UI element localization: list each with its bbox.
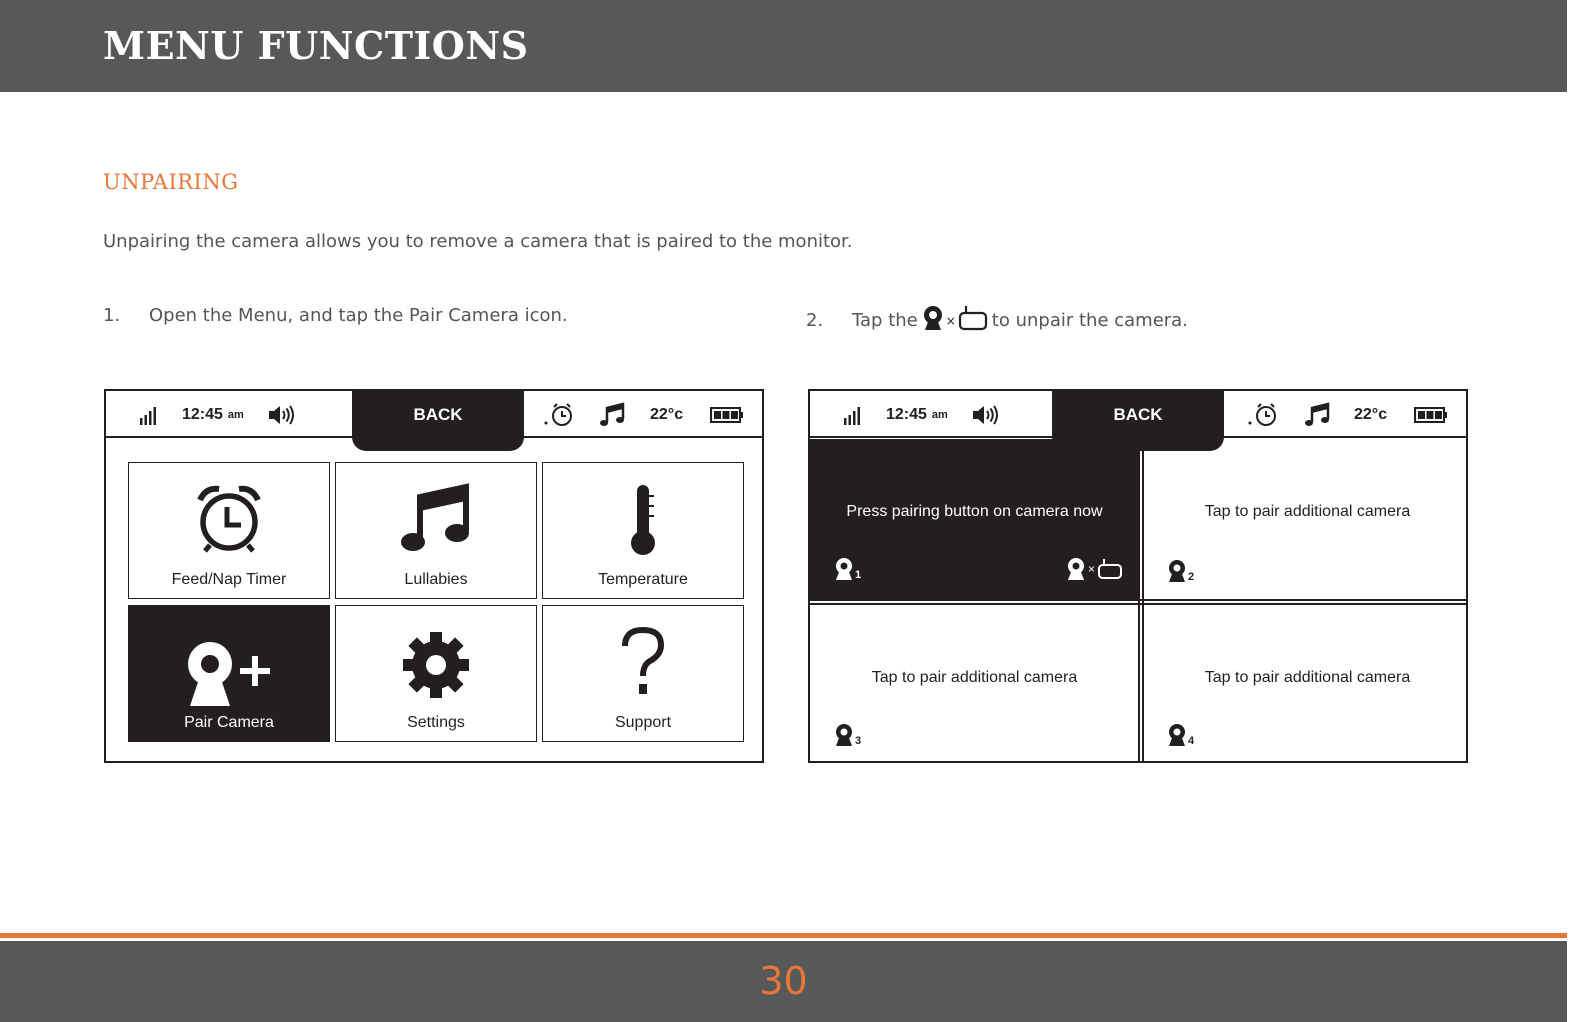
tile-support[interactable] <box>542 605 744 742</box>
tile-label: Temperature <box>598 571 688 588</box>
camera-icon <box>1066 557 1086 581</box>
step-text-after: to unpair the camera. <box>991 310 1188 331</box>
camera-icon <box>834 723 854 747</box>
page-footer <box>0 941 1567 1022</box>
battery-icon <box>1414 391 1448 438</box>
music-note-icon <box>400 483 472 560</box>
signal-icon <box>844 391 864 438</box>
camera-slot-message: Tap to pair additional camera <box>1204 503 1411 520</box>
tile-label: Settings <box>407 714 465 731</box>
camera-number: 2 <box>1167 559 1194 583</box>
tile-feed-nap-timer[interactable] <box>128 462 330 599</box>
clock-time: 12:45 am <box>182 405 244 423</box>
camera-icon <box>834 557 854 581</box>
back-button[interactable]: BACK <box>1052 391 1224 451</box>
tile-label: Lullabies <box>404 571 468 588</box>
camera-number: 4 <box>1167 723 1194 747</box>
page-header <box>0 0 1567 92</box>
tile-lullabies[interactable] <box>335 462 537 599</box>
grid-divider <box>810 603 1468 605</box>
monitor-menu-screen <box>104 389 764 763</box>
question-icon <box>620 626 666 705</box>
alarm-status-icon <box>544 391 576 438</box>
monitor-icon <box>1097 558 1123 580</box>
unpair-icon-group <box>922 305 988 336</box>
gear-icon <box>401 630 471 705</box>
volume-icon[interactable] <box>268 391 296 438</box>
back-button[interactable]: BACK <box>352 391 524 451</box>
tile-pair-camera[interactable] <box>128 605 330 742</box>
battery-icon <box>710 391 744 438</box>
camera-icon <box>1167 723 1187 747</box>
status-bar-left <box>810 391 1052 438</box>
section-title: UNPAIRING <box>103 170 239 194</box>
step-2 <box>806 305 1188 336</box>
status-bar-right <box>1222 391 1468 438</box>
monitor-pair-screen <box>808 389 1468 763</box>
music-status-icon <box>599 391 625 438</box>
step-1 <box>103 305 568 326</box>
camera-icon <box>1167 559 1187 583</box>
camera-slot-4[interactable] <box>1143 605 1468 763</box>
add-camera-icon <box>183 638 275 713</box>
close-x-icon: × <box>945 313 956 328</box>
volume-icon[interactable] <box>972 391 1000 438</box>
thermometer-icon <box>628 483 658 562</box>
camera-slot-message: Tap to pair additional camera <box>871 669 1078 686</box>
tile-temperature[interactable] <box>542 462 744 599</box>
clock-time: 12:45 am <box>886 405 948 423</box>
grid-divider <box>810 599 1468 601</box>
camera-slot-2[interactable] <box>1143 439 1468 601</box>
intro-paragraph: Unpairing the camera allows you to remove a camera that is paired to the monitor. <box>103 231 853 252</box>
music-status-icon <box>1304 391 1330 438</box>
step-text-before: Tap the <box>852 310 918 331</box>
step-text: Open the Menu, and tap the Pair Camera icon. <box>149 305 568 326</box>
monitor-icon <box>958 305 988 336</box>
camera-icon <box>922 305 944 336</box>
close-x-icon: × <box>1087 562 1095 576</box>
tile-label: Pair Camera <box>184 714 274 731</box>
unpair-button[interactable] <box>1066 557 1123 581</box>
temperature-readout: 22°c <box>1354 405 1388 423</box>
temperature-readout: 22°c <box>650 405 684 423</box>
step-number: 2. <box>806 310 824 331</box>
tile-label: Support <box>614 714 672 731</box>
camera-number: 3 <box>834 723 861 747</box>
camera-slot-message: Press pairing button on camera now <box>846 503 1103 520</box>
alarm-clock-icon <box>196 483 262 560</box>
camera-number: 1 <box>834 557 861 581</box>
tile-settings[interactable] <box>335 605 537 742</box>
camera-slot-message: Tap to pair additional camera <box>1204 669 1411 686</box>
tile-label: Feed/Nap Timer <box>171 571 287 588</box>
signal-icon <box>140 391 160 438</box>
footer-accent-line <box>0 933 1567 938</box>
camera-slot-1[interactable] <box>810 439 1139 599</box>
step-number: 1. <box>103 305 121 326</box>
alarm-status-icon <box>1248 391 1280 438</box>
camera-slot-3[interactable] <box>810 605 1139 763</box>
page-title: MENU FUNCTIONS <box>103 23 529 68</box>
page-number: 30 <box>759 959 808 1003</box>
